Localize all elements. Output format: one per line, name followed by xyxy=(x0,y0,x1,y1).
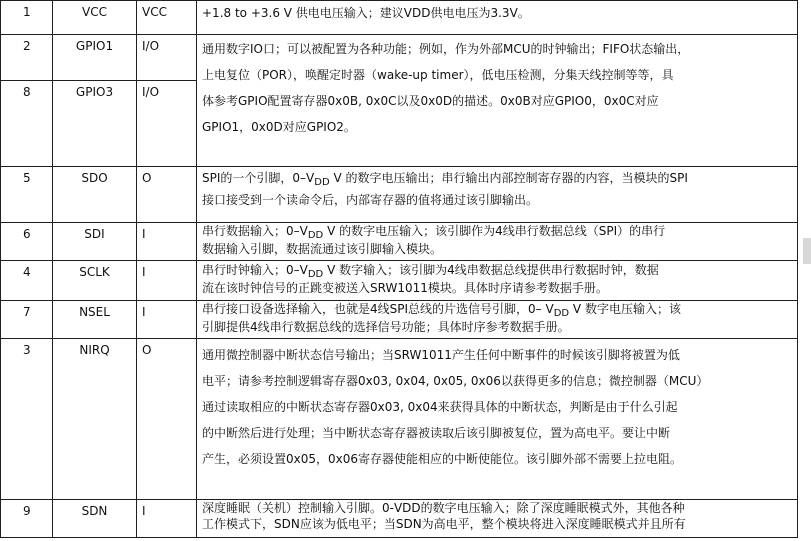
pin-name: NSEL xyxy=(53,301,137,339)
desc-line: 深度睡眠（关机）控制输入引脚。0-VDD的数字电压输入；除了深度睡眠模式外，其他各种 xyxy=(202,501,685,515)
desc-line: +1.8 to +3.6 V 供电电压输入；建议VDD供电电压为3.3V。 xyxy=(202,6,530,20)
desc-line: 上电复位（POR），唤醒定时器（wake-up timer），低电压检测，分集天线控制等等，具 xyxy=(202,68,674,82)
pin-name: SDI xyxy=(53,223,137,261)
desc-line: 工作模式下，SDN应该为低电平；当SDN为高电平，整个模块将进入深度睡眠模式并且所有 xyxy=(202,517,686,531)
page-edge-mark xyxy=(803,238,811,264)
pin-number: 2 xyxy=(1,35,53,81)
pin-number: 1 xyxy=(1,1,53,35)
desc-line: 串行接口设备选择输入，也就是4线SPI总线的片选信号引脚，0– $V_{DD}$ V 数字电压输入；该 xyxy=(202,302,681,319)
pin-description xyxy=(197,167,798,223)
pin-type: I/O xyxy=(137,81,197,167)
pin-type: I/O xyxy=(137,35,197,81)
desc-line: 通用数字IO口；可以被配置为各种功能；例如，作为外部MCU的时钟输出；FIFO状态输出， xyxy=(202,42,690,56)
pin-name: SCLK xyxy=(53,261,137,301)
table-row xyxy=(1,261,798,301)
desc-line: 串行数据输入；$0-V_{DD}$ V 的数字电压输入；该引脚作为4线串行数据总线（SPI）的串行 xyxy=(202,224,666,241)
pin-description xyxy=(197,500,798,538)
table-row xyxy=(1,35,798,81)
desc-line: 引脚提供4线串行数据总线的选择信号功能；具体时序参考数据手册。 xyxy=(202,320,570,334)
pin-type: I xyxy=(137,500,197,538)
desc-line: 串行时钟输入；$0-V_{DD}$ V 数字输入；该引脚为4线串数据总线提供串行数据时钟，数据 xyxy=(202,263,659,280)
table-row xyxy=(1,1,798,35)
desc-line: 通用微控制器中断状态信号输出；当SRW1011产生任何中断事件的时候该引脚将被置为低 xyxy=(202,348,680,362)
pin-name: GPIO1 xyxy=(53,35,137,81)
pin-number: 7 xyxy=(1,301,53,339)
pin-number: 6 xyxy=(1,223,53,261)
pin-description xyxy=(197,301,798,339)
pin-number: 3 xyxy=(1,339,53,500)
table-row xyxy=(1,167,798,223)
desc-line: 电平；请参考控制逻辑寄存器0x03, 0x04, 0x05, 0x06以获得更多的信息；微控制器（MCU） xyxy=(202,374,709,388)
desc-line: 通过读取相应的中断状态寄存器0x03, 0x04来获得具体的中断状态，判断是由于什么引起 xyxy=(202,400,678,414)
desc-line: SPI的一个引脚，$0-V_{DD}$ V 的数字电压输出；串行输出内部控制寄存器的内容，当模块的SPI xyxy=(202,171,688,188)
desc-line: 的中断然后进行处理；当中断状态寄存器被读取后该引脚被复位，置为高电平。要让中断 xyxy=(202,426,671,440)
pin-type: I xyxy=(137,301,197,339)
pin-type: O xyxy=(137,339,197,500)
pin-name: NIRQ xyxy=(53,339,137,500)
pin-number: 4 xyxy=(1,261,53,301)
pin-type: VCC xyxy=(137,1,197,35)
pin-number: 5 xyxy=(1,167,53,223)
desc-line: 接口接受到一个读命令后，内部寄存器的值将通过该引脚输出。 xyxy=(202,193,539,207)
pin-description xyxy=(197,261,798,301)
table-row xyxy=(1,223,798,261)
desc-line: 产生，必须设置0x05，0x06寄存器使能相应的中断使能位。该引脚外部不需要上拉电阻。 xyxy=(202,452,683,466)
pin-description xyxy=(197,223,798,261)
table-row xyxy=(1,500,798,538)
pin-name: SDN xyxy=(53,500,137,538)
pin-description xyxy=(197,1,798,35)
desc-line: GPIO1，0x0D对应GPIO2。 xyxy=(202,120,356,134)
pin-name: SDO xyxy=(53,167,137,223)
table-row xyxy=(1,339,798,500)
pin-name: GPIO3 xyxy=(53,81,137,167)
pin-description xyxy=(197,35,798,167)
pin-type: I xyxy=(137,223,197,261)
table-row xyxy=(1,301,798,339)
desc-line: 体参考GPIO配置寄存器0x0B, 0x0C以及0x0D的描述。0x0B对应GPIO0，0x0C对应 xyxy=(202,94,659,108)
pin-type: I xyxy=(137,261,197,301)
pin-name: VCC xyxy=(53,1,137,35)
pin-description xyxy=(197,339,798,500)
desc-line: 数据输入引脚，数据流通过该引脚输入模块。 xyxy=(202,242,443,256)
pin-number: 9 xyxy=(1,500,53,538)
pin-number: 8 xyxy=(1,81,53,167)
desc-line: 流在该时钟信号的正跳变被送入SRW1011模块。具体时序请参考数据手册。 xyxy=(202,281,608,295)
pin-type: O xyxy=(137,167,197,223)
